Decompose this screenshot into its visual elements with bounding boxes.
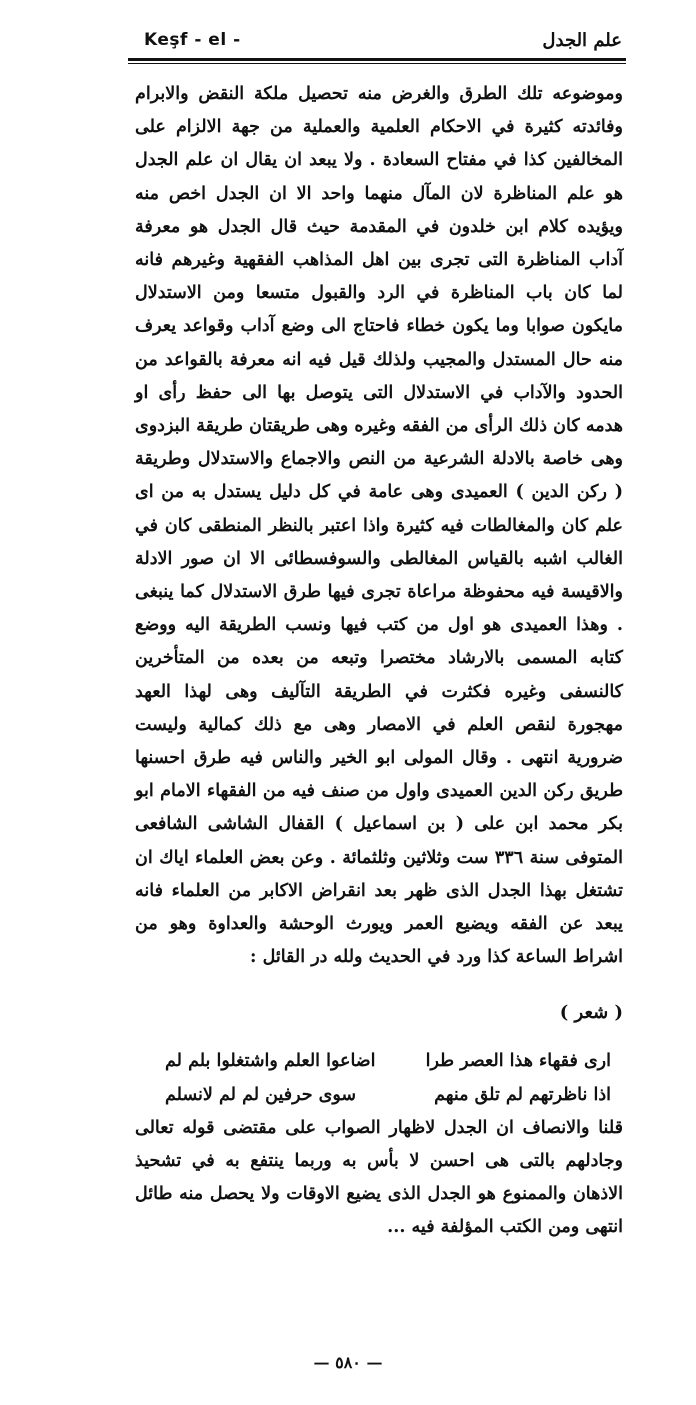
verse-hemistich-first: ارى فقهاء هذا العصر طرا xyxy=(425,1050,611,1071)
text-column xyxy=(135,78,623,1245)
body-paragraph: وموضوعه تلك الطرق والغرض منه تحصيل ملكة النقض والابرام وفائدته كثيرة في الاحكام العلمية والعملية من جهة الالزام على المخالفين كذا في مفتاح السعادة . ولا يبعد ان يقال ان علم الجدل هو علم المناظرة لان المآل منهما واحد الا ان الجدل اخص منه ويؤيده كلام ابن خلدون في المقدمة حيث قال الجدل هو معرفة آداب المناظرة التى تجرى بين اهل المذاهب الفقهية وغيرهم فانه لما كان باب المناظرة في الرد والقبول متسعا ومن الاستدلال مايكون صوابا وما يكون خطاء فاحتاج الى وضع آداب وقواعد يعرف منه حال المستدل والمجيب ولذلك قيل فيه انه معرفة بالقواعد من الحدود والآداب في الاستدلال التى يتوصل بها الى حفظ رأى او هدمه كان ذلك الرأى من الفقه وغيره وهى طريقتان طريقة البزدوى وهى خاصة بالادلة الشرعية من النص والاجماع والاستدلال وطريقة ( ركن الدين ) العميدى وهى عامة في كل دليل يستدل به من اى علم كان والمغالطات فيه كثيرة واذا اعتبر بالنظر المنطقى كان في الغالب اشبه بالقياس المغالطى والسوفسطائى الا ان صور الادلة والاقيسة فيه محفوظة مراعاة تجرى فيها طرق الاستدلال كما ينبغى . وهذا العميدى هو اول من كتب فيها ونسب الطريقة اليه ووضع كتابه المسمى بالارشاد مختصرا وتبعه من بعده من المتأخرين كالنسفى وغيره فكثرت في الطريقة التآليف وهى لهذا العهد مهجورة لنقص العلم في الامصار وهى مع ذلك كمالية وليست ضرورية انتهى . وقال المولى ابو الخير والناس فيه طرق احسنها طريق ركن الدين العميدى واول من صنف فيه من الفقهاء الامام ابو بكر محمد ابن على ( بن اسماعيل ) القفال الشاشى الشافعى المتوفى سنة ٣٣٦ ست وثلاثين وثلثمائة . وعن بعض العلماء اياك ان تشتغل بهذا الجدل الذى ظهر بعد انقراض الاكابر من العلماء فانه يبعد عن الفقه ويضيع العمر ويورث الوحشة والعداوة وهو من اشراط الساعة كذا ورد في الحديث ولله در القائل : xyxy=(135,84,623,968)
header-right-title: علم الجدل xyxy=(542,30,622,51)
page-number: — ٥٨٠ — xyxy=(313,1353,383,1372)
closing-paragraph: قلنا والانصاف ان الجدل لاظهار الصواب على مقتضى قوله تعالى وجادلهم بالتى هى احسن لا بأس به وربما ينتفع به في تشحيذ الاذهان والممنوع هو الجدل الذى يضيع الاوقات ولا يحصل منه طائل انتهى ومن الكتب المؤلفة فيه ... xyxy=(135,1117,623,1238)
verse-hemistich-second: اضاعوا العلم واشتغلوا بلم لم xyxy=(165,1050,376,1071)
header-rule-thin xyxy=(128,63,626,64)
header-rule-thick xyxy=(128,58,626,61)
verse-hemistich-first: اذا ناظرتهم لم تلق منهم xyxy=(434,1084,611,1105)
verse-hemistich-second: سوى حرفين لم لم لانسلم xyxy=(165,1084,357,1105)
verse-line xyxy=(135,1078,623,1112)
header-left-title: Keşf - el - xyxy=(144,30,241,50)
running-header xyxy=(130,30,622,54)
poem-title: ( شعر ) xyxy=(559,1002,623,1024)
verse-line xyxy=(135,1044,623,1078)
